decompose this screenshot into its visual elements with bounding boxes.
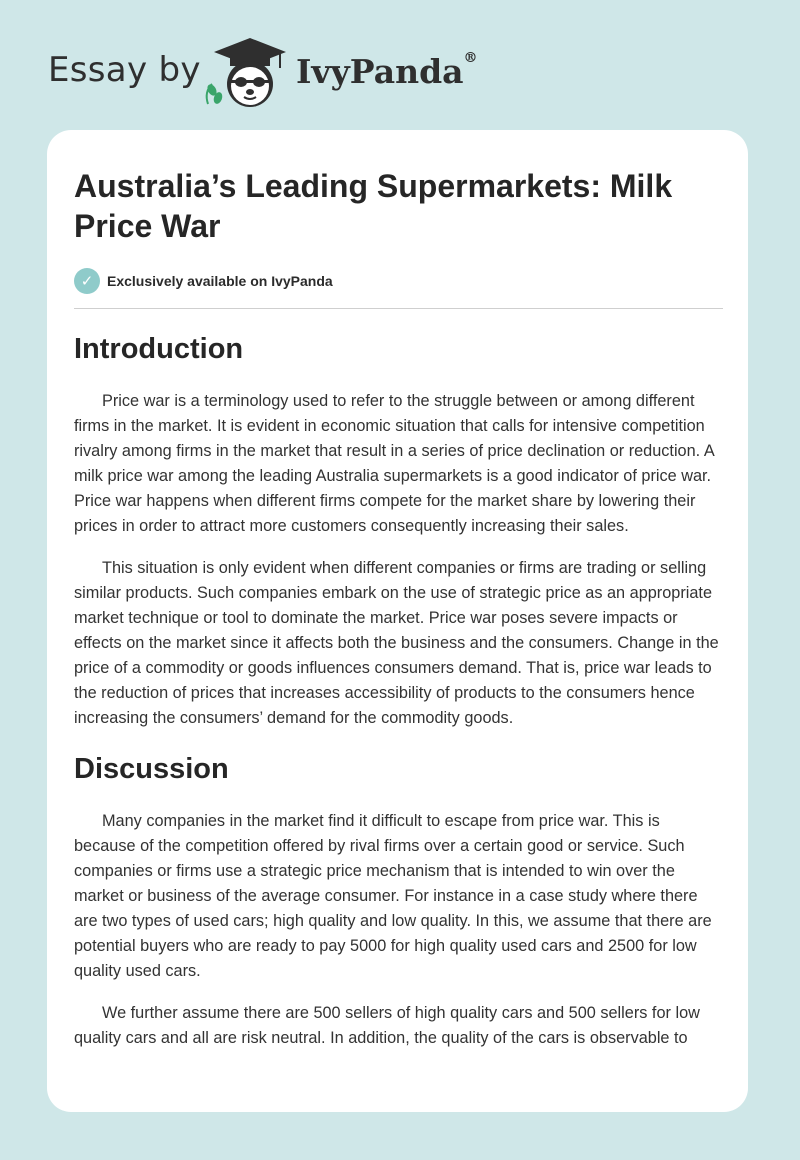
brand-prefix: Essay by (48, 50, 201, 90)
panda-logo-icon[interactable] (200, 34, 292, 110)
exclusive-badge (74, 266, 723, 296)
checkmark-icon: ✓ (74, 268, 100, 294)
brand-name[interactable]: IvyPanda® (296, 50, 478, 91)
paragraph: Many companies in the market find it difficult to escape from price war. This is because of the competition offered by rival firms over a certain good or service. Such companies or firms use a strategic price mechanism that is intended to win over the market or business of the average consumer. For instance in a case study where there are two types of used cars; high quality and low quality. In this, we assume that there are potential buyers who are ready to pay 5000 for high quality used cars and 2500 for low quality used cars. (74, 812, 712, 980)
article-card (47, 130, 748, 1112)
section-heading-introduction: Introduction (74, 333, 244, 365)
divider (74, 308, 723, 309)
article-title: Australia’s Leading Supermarkets: Milk Price War (74, 168, 673, 244)
paragraph: This situation is only evident when different companies or firms are trading or selling similar products. Such companies embark on the use of strategic price as an appropriate market technique or tool to dominate the market. Price war poses severe impacts or effects on the market since it affects both the business and the consumers. Change in the price of a commodity or goods influences consumers demand. That is, price war leads to the reduction of prices that increases accessibility of products to the consumers hence increasing the consumers’ demand for the commodity goods. (74, 559, 719, 727)
section-heading-discussion: Discussion (74, 753, 229, 785)
article-content (74, 130, 723, 1051)
paragraph: We further assume there are 500 sellers of high quality cars and 500 sellers for low quality cars and all are risk neutral. In addition, the quality of the cars is observable to (74, 1004, 700, 1047)
paragraph: Price war is a terminology used to refer to the struggle between or among different firms in the market. It is evident in economic situation that calls for intensive competition rivalry among firms in the market that result in a series of price declination or reduction. A milk price war among the leading Australia supermarkets is a good indicator of price war. Price war happens when different firms compete for the market share by lowering their prices in order to attract more customers consequently increasing their sales. (74, 392, 714, 535)
site-header (0, 0, 800, 130)
registered-mark: ® (463, 50, 478, 66)
badge-text: Exclusively available on IvyPanda (107, 273, 333, 289)
